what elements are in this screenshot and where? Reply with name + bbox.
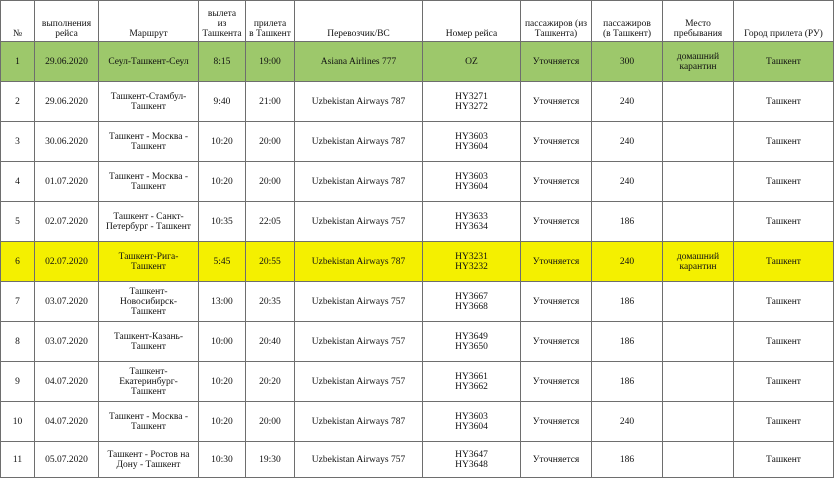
cell-col-pax-to: 186 [592,322,663,362]
table-row [1,402,834,442]
header-col-pax-from: пассажиров (из Ташкента) [521,1,592,42]
cell-col-carrier: Uzbekistan Airways 787 [295,82,423,122]
cell-col-route: Ташкент-Рига- Ташкент [99,242,199,282]
header-col-pax-to: пассажиров (в Ташкент) [592,1,663,42]
cell-col-stay-place: домашний карантин [663,242,734,282]
cell-col-carrier: Uzbekistan Airways 757 [295,202,423,242]
cell-col-arrival: 20:20 [246,362,295,402]
header-col-arrival-city: Город прилета (РУ) [734,1,834,42]
cell-col-carrier: Asiana Airlines 777 [295,42,423,82]
cell-col-arrival-city: Ташкент [734,42,834,82]
cell-col-carrier: Uzbekistan Airways 757 [295,442,423,478]
cell-col-date: 04.07.2020 [35,362,99,402]
cell-col-arrival: 20:00 [246,402,295,442]
cell-col-route: Ташкент - Москва - Ташкент [99,162,199,202]
cell-col-departure: 10:20 [199,402,246,442]
cell-col-flight-number: HY3667 HY3668 [423,282,521,322]
cell-col-departure: 8:15 [199,42,246,82]
cell-col-pax-from: Уточняется [521,442,592,478]
cell-col-route: Ташкент - Москва - Ташкент [99,402,199,442]
cell-col-flight-number: HY3603 HY3604 [423,122,521,162]
cell-col-pax-from: Уточняется [521,202,592,242]
cell-col-departure: 10:20 [199,122,246,162]
cell-col-route: Ташкент-Казань- Ташкент [99,322,199,362]
cell-col-route: Ташкент - Ростов на Дону - Ташкент [99,442,199,478]
cell-col-flight-number: HY3647 HY3648 [423,442,521,478]
table-row [1,202,834,242]
cell-col-pax-to: 186 [592,202,663,242]
cell-col-pax-from: Уточняется [521,122,592,162]
cell-col-pax-to: 300 [592,42,663,82]
cell-col-arrival: 19:30 [246,442,295,478]
cell-col-pax-to: 186 [592,362,663,402]
cell-col-flight-number: HY3231 HY3232 [423,242,521,282]
cell-col-stay-place [663,282,734,322]
table-row [1,322,834,362]
cell-col-number: 9 [1,362,35,402]
cell-col-stay-place: домашний карантин [663,42,734,82]
cell-col-pax-from: Уточняется [521,42,592,82]
cell-col-departure: 10:35 [199,202,246,242]
cell-col-flight-number: OZ [423,42,521,82]
cell-col-arrival-city: Ташкент [734,242,834,282]
cell-col-date: 01.07.2020 [35,162,99,202]
cell-col-pax-to: 240 [592,402,663,442]
cell-col-arrival-city: Ташкент [734,282,834,322]
cell-col-route: Ташкент - Москва - Ташкент [99,122,199,162]
cell-col-stay-place [663,82,734,122]
cell-col-stay-place [663,322,734,362]
cell-col-arrival-city: Ташкент [734,442,834,478]
cell-col-arrival: 20:40 [246,322,295,362]
cell-col-arrival-city: Ташкент [734,162,834,202]
cell-col-departure: 13:00 [199,282,246,322]
cell-col-stay-place [663,362,734,402]
cell-col-date: 05.07.2020 [35,442,99,478]
header-col-stay-place: Место пребывания [663,1,734,42]
table-row [1,42,834,82]
cell-col-flight-number: HY3271 HY3272 [423,82,521,122]
cell-col-pax-from: Уточняется [521,82,592,122]
cell-col-number: 8 [1,322,35,362]
cell-col-carrier: Uzbekistan Airways 787 [295,162,423,202]
cell-col-arrival-city: Ташкент [734,362,834,402]
cell-col-pax-from: Уточняется [521,162,592,202]
cell-col-carrier: Uzbekistan Airways 787 [295,122,423,162]
cell-col-arrival-city: Ташкент [734,402,834,442]
cell-col-flight-number: HY3633 HY3634 [423,202,521,242]
cell-col-departure: 5:45 [199,242,246,282]
cell-col-number: 2 [1,82,35,122]
cell-col-carrier: Uzbekistan Airways 757 [295,362,423,402]
header-col-carrier: Перевозчик/ВС [295,1,423,42]
cell-col-arrival: 20:00 [246,162,295,202]
header-col-arrival: прилета в Ташкент [246,1,295,42]
cell-col-route: Ташкент- Новосибирск- Ташкент [99,282,199,322]
header-col-route: Маршрут [99,1,199,42]
cell-col-date: 29.06.2020 [35,82,99,122]
cell-col-pax-to: 240 [592,242,663,282]
cell-col-departure: 10:30 [199,442,246,478]
cell-col-date: 02.07.2020 [35,242,99,282]
cell-col-pax-to: 240 [592,122,663,162]
cell-col-date: 03.07.2020 [35,322,99,362]
cell-col-departure: 10:20 [199,162,246,202]
cell-col-arrival: 20:00 [246,122,295,162]
header-col-number: № [1,1,35,42]
cell-col-carrier: Uzbekistan Airways 757 [295,322,423,362]
cell-col-arrival-city: Ташкент [734,82,834,122]
cell-col-arrival: 20:35 [246,282,295,322]
cell-col-route: Ташкент- Екатеринбург- Ташкент [99,362,199,402]
cell-col-pax-from: Уточняется [521,402,592,442]
cell-col-departure: 9:40 [199,82,246,122]
cell-col-arrival: 20:55 [246,242,295,282]
cell-col-flight-number: HY3603 HY3604 [423,402,521,442]
cell-col-arrival: 19:00 [246,42,295,82]
cell-col-pax-to: 186 [592,282,663,322]
cell-col-number: 3 [1,122,35,162]
cell-col-arrival-city: Ташкент [734,322,834,362]
header-col-date: выполнения рейса [35,1,99,42]
cell-col-date: 04.07.2020 [35,402,99,442]
cell-col-route: Ташкент-Стамбул- Ташкент [99,82,199,122]
cell-col-arrival-city: Ташкент [734,122,834,162]
cell-col-route: Ташкент - Санкт- Петербург - Ташкент [99,202,199,242]
table-row [1,82,834,122]
table-header-row [1,1,834,42]
cell-col-number: 1 [1,42,35,82]
cell-col-number: 11 [1,442,35,478]
table-row [1,242,834,282]
table-row [1,122,834,162]
cell-col-arrival: 21:00 [246,82,295,122]
header-col-flight-number: Номер рейса [423,1,521,42]
cell-col-stay-place [663,122,734,162]
cell-col-date: 03.07.2020 [35,282,99,322]
cell-col-pax-from: Уточняется [521,322,592,362]
cell-col-number: 6 [1,242,35,282]
cell-col-pax-from: Уточняется [521,282,592,322]
table-row [1,362,834,402]
cell-col-number: 4 [1,162,35,202]
cell-col-arrival: 22:05 [246,202,295,242]
cell-col-number: 10 [1,402,35,442]
cell-col-pax-to: 186 [592,442,663,478]
table-body [1,42,834,478]
cell-col-pax-to: 240 [592,162,663,202]
header-col-departure: вылета из Ташкента [199,1,246,42]
cell-col-flight-number: HY3649 HY3650 [423,322,521,362]
cell-col-stay-place [663,402,734,442]
cell-col-pax-to: 240 [592,82,663,122]
cell-col-date: 29.06.2020 [35,42,99,82]
cell-col-carrier: Uzbekistan Airways 787 [295,242,423,282]
cell-col-pax-from: Уточняется [521,242,592,282]
cell-col-carrier: Uzbekistan Airways 757 [295,282,423,322]
cell-col-pax-from: Уточняется [521,362,592,402]
cell-col-departure: 10:20 [199,362,246,402]
table-row [1,282,834,322]
cell-col-number: 7 [1,282,35,322]
cell-col-arrival-city: Ташкент [734,202,834,242]
cell-col-date: 02.07.2020 [35,202,99,242]
table-row [1,442,834,478]
cell-col-stay-place [663,162,734,202]
cell-col-stay-place [663,202,734,242]
table-row [1,162,834,202]
cell-col-date: 30.06.2020 [35,122,99,162]
cell-col-carrier: Uzbekistan Airways 787 [295,402,423,442]
cell-col-number: 5 [1,202,35,242]
cell-col-flight-number: HY3661 HY3662 [423,362,521,402]
cell-col-flight-number: HY3603 HY3604 [423,162,521,202]
cell-col-departure: 10:00 [199,322,246,362]
cell-col-route: Сеул-Ташкент-Сеул [99,42,199,82]
cell-col-stay-place [663,442,734,478]
